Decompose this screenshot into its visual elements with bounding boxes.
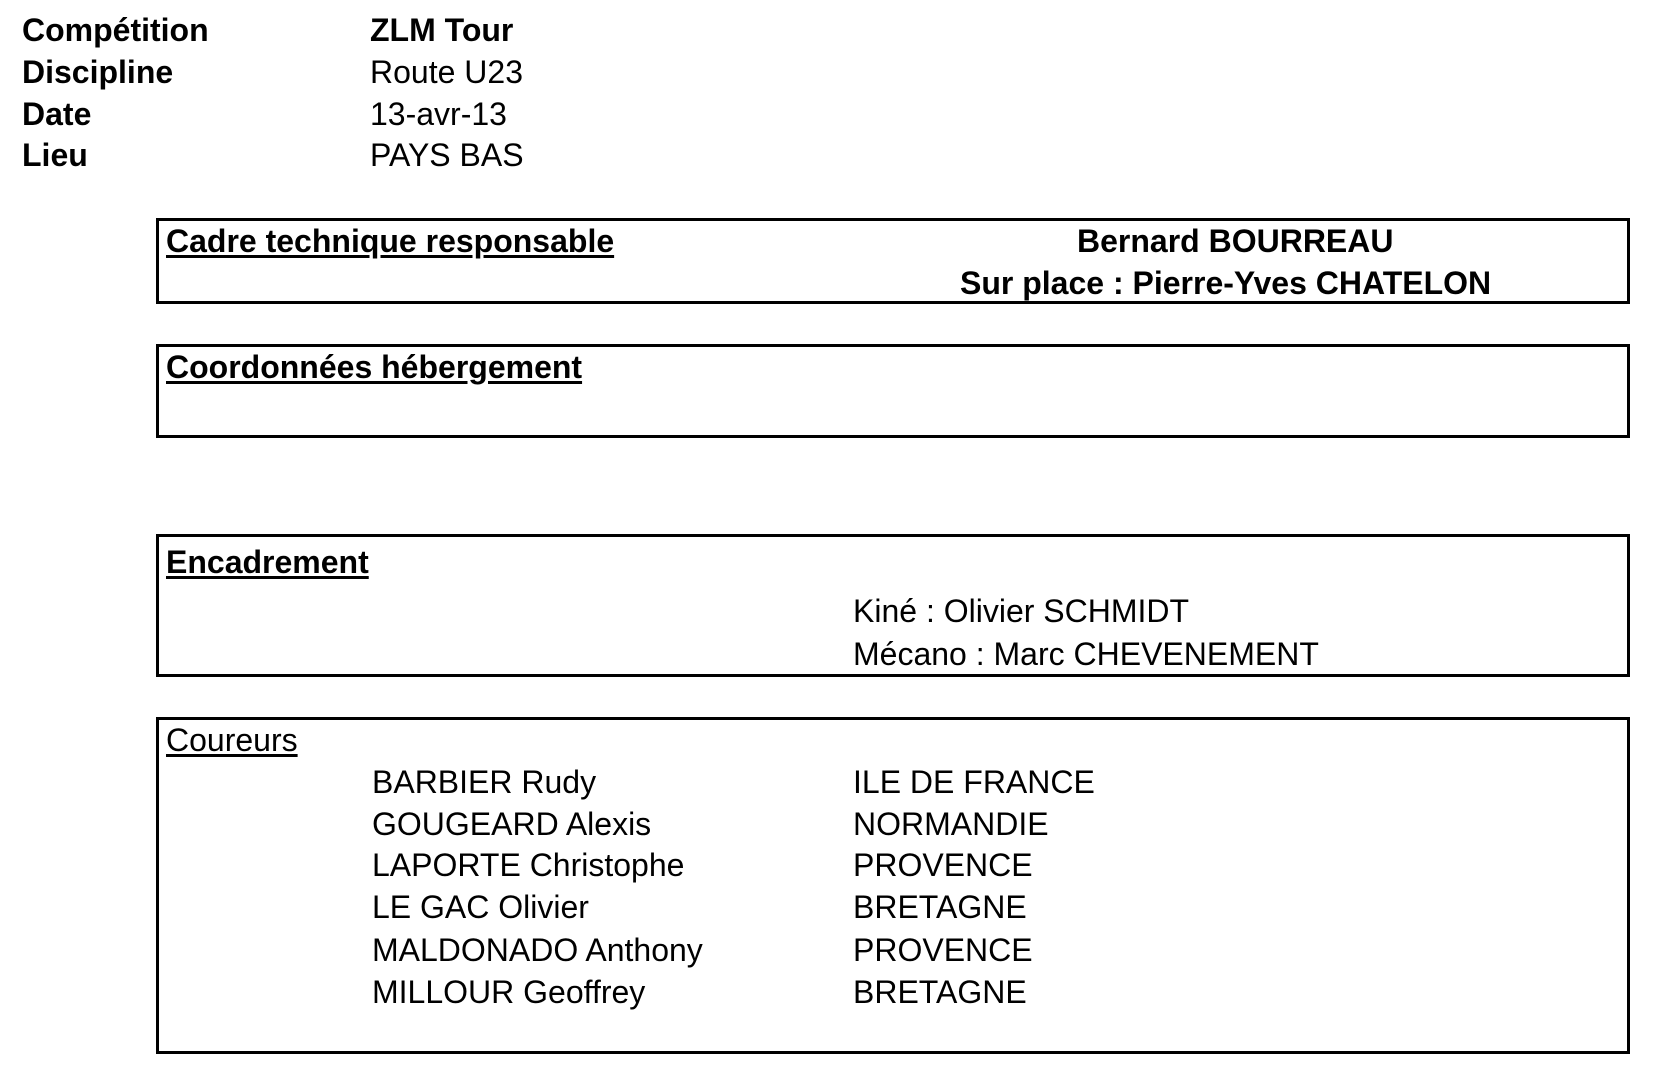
discipline-label: Discipline <box>22 54 174 90</box>
coureurs-title: Coureurs <box>166 722 298 758</box>
date-label: Date <box>22 96 92 132</box>
staff-kine: Kiné : Olivier SCHMIDT <box>853 593 1190 629</box>
rider-name: LAPORTE Christophe <box>372 847 685 883</box>
staff-mecano: Mécano : Marc CHEVENEMENT <box>853 636 1319 672</box>
lieu-label: Lieu <box>22 137 88 173</box>
cadre-technique-box <box>156 218 1630 304</box>
cadre-technique-title: Cadre technique responsable <box>166 223 615 259</box>
rider-name: MILLOUR Geoffrey <box>372 974 646 1010</box>
discipline-value: Route U23 <box>370 54 523 90</box>
competition-label: Compétition <box>22 12 209 48</box>
rider-region: NORMANDIE <box>853 806 1049 842</box>
rider-name: LE GAC Olivier <box>372 889 589 925</box>
coureurs-box <box>156 717 1630 1054</box>
cadre-technique-name: Bernard BOURREAU <box>1077 223 1394 259</box>
rider-name: BARBIER Rudy <box>372 764 597 800</box>
lieu-value: PAYS BAS <box>370 137 524 173</box>
cadre-technique-onsite: Sur place : Pierre-Yves CHATELON <box>960 265 1492 301</box>
encadrement-box <box>156 534 1630 677</box>
rider-name: MALDONADO Anthony <box>372 932 703 968</box>
rider-region: BRETAGNE <box>853 974 1027 1010</box>
rider-region: PROVENCE <box>853 847 1033 883</box>
encadrement-title: Encadrement <box>166 544 369 580</box>
date-value: 13-avr-13 <box>370 96 507 132</box>
competition-value: ZLM Tour <box>370 12 514 48</box>
rider-region: ILE DE FRANCE <box>853 764 1095 800</box>
hebergement-title: Coordonnées hébergement <box>166 349 583 385</box>
hebergement-box <box>156 344 1630 438</box>
rider-name: GOUGEARD Alexis <box>372 806 652 842</box>
rider-region: BRETAGNE <box>853 889 1027 925</box>
rider-region: PROVENCE <box>853 932 1033 968</box>
